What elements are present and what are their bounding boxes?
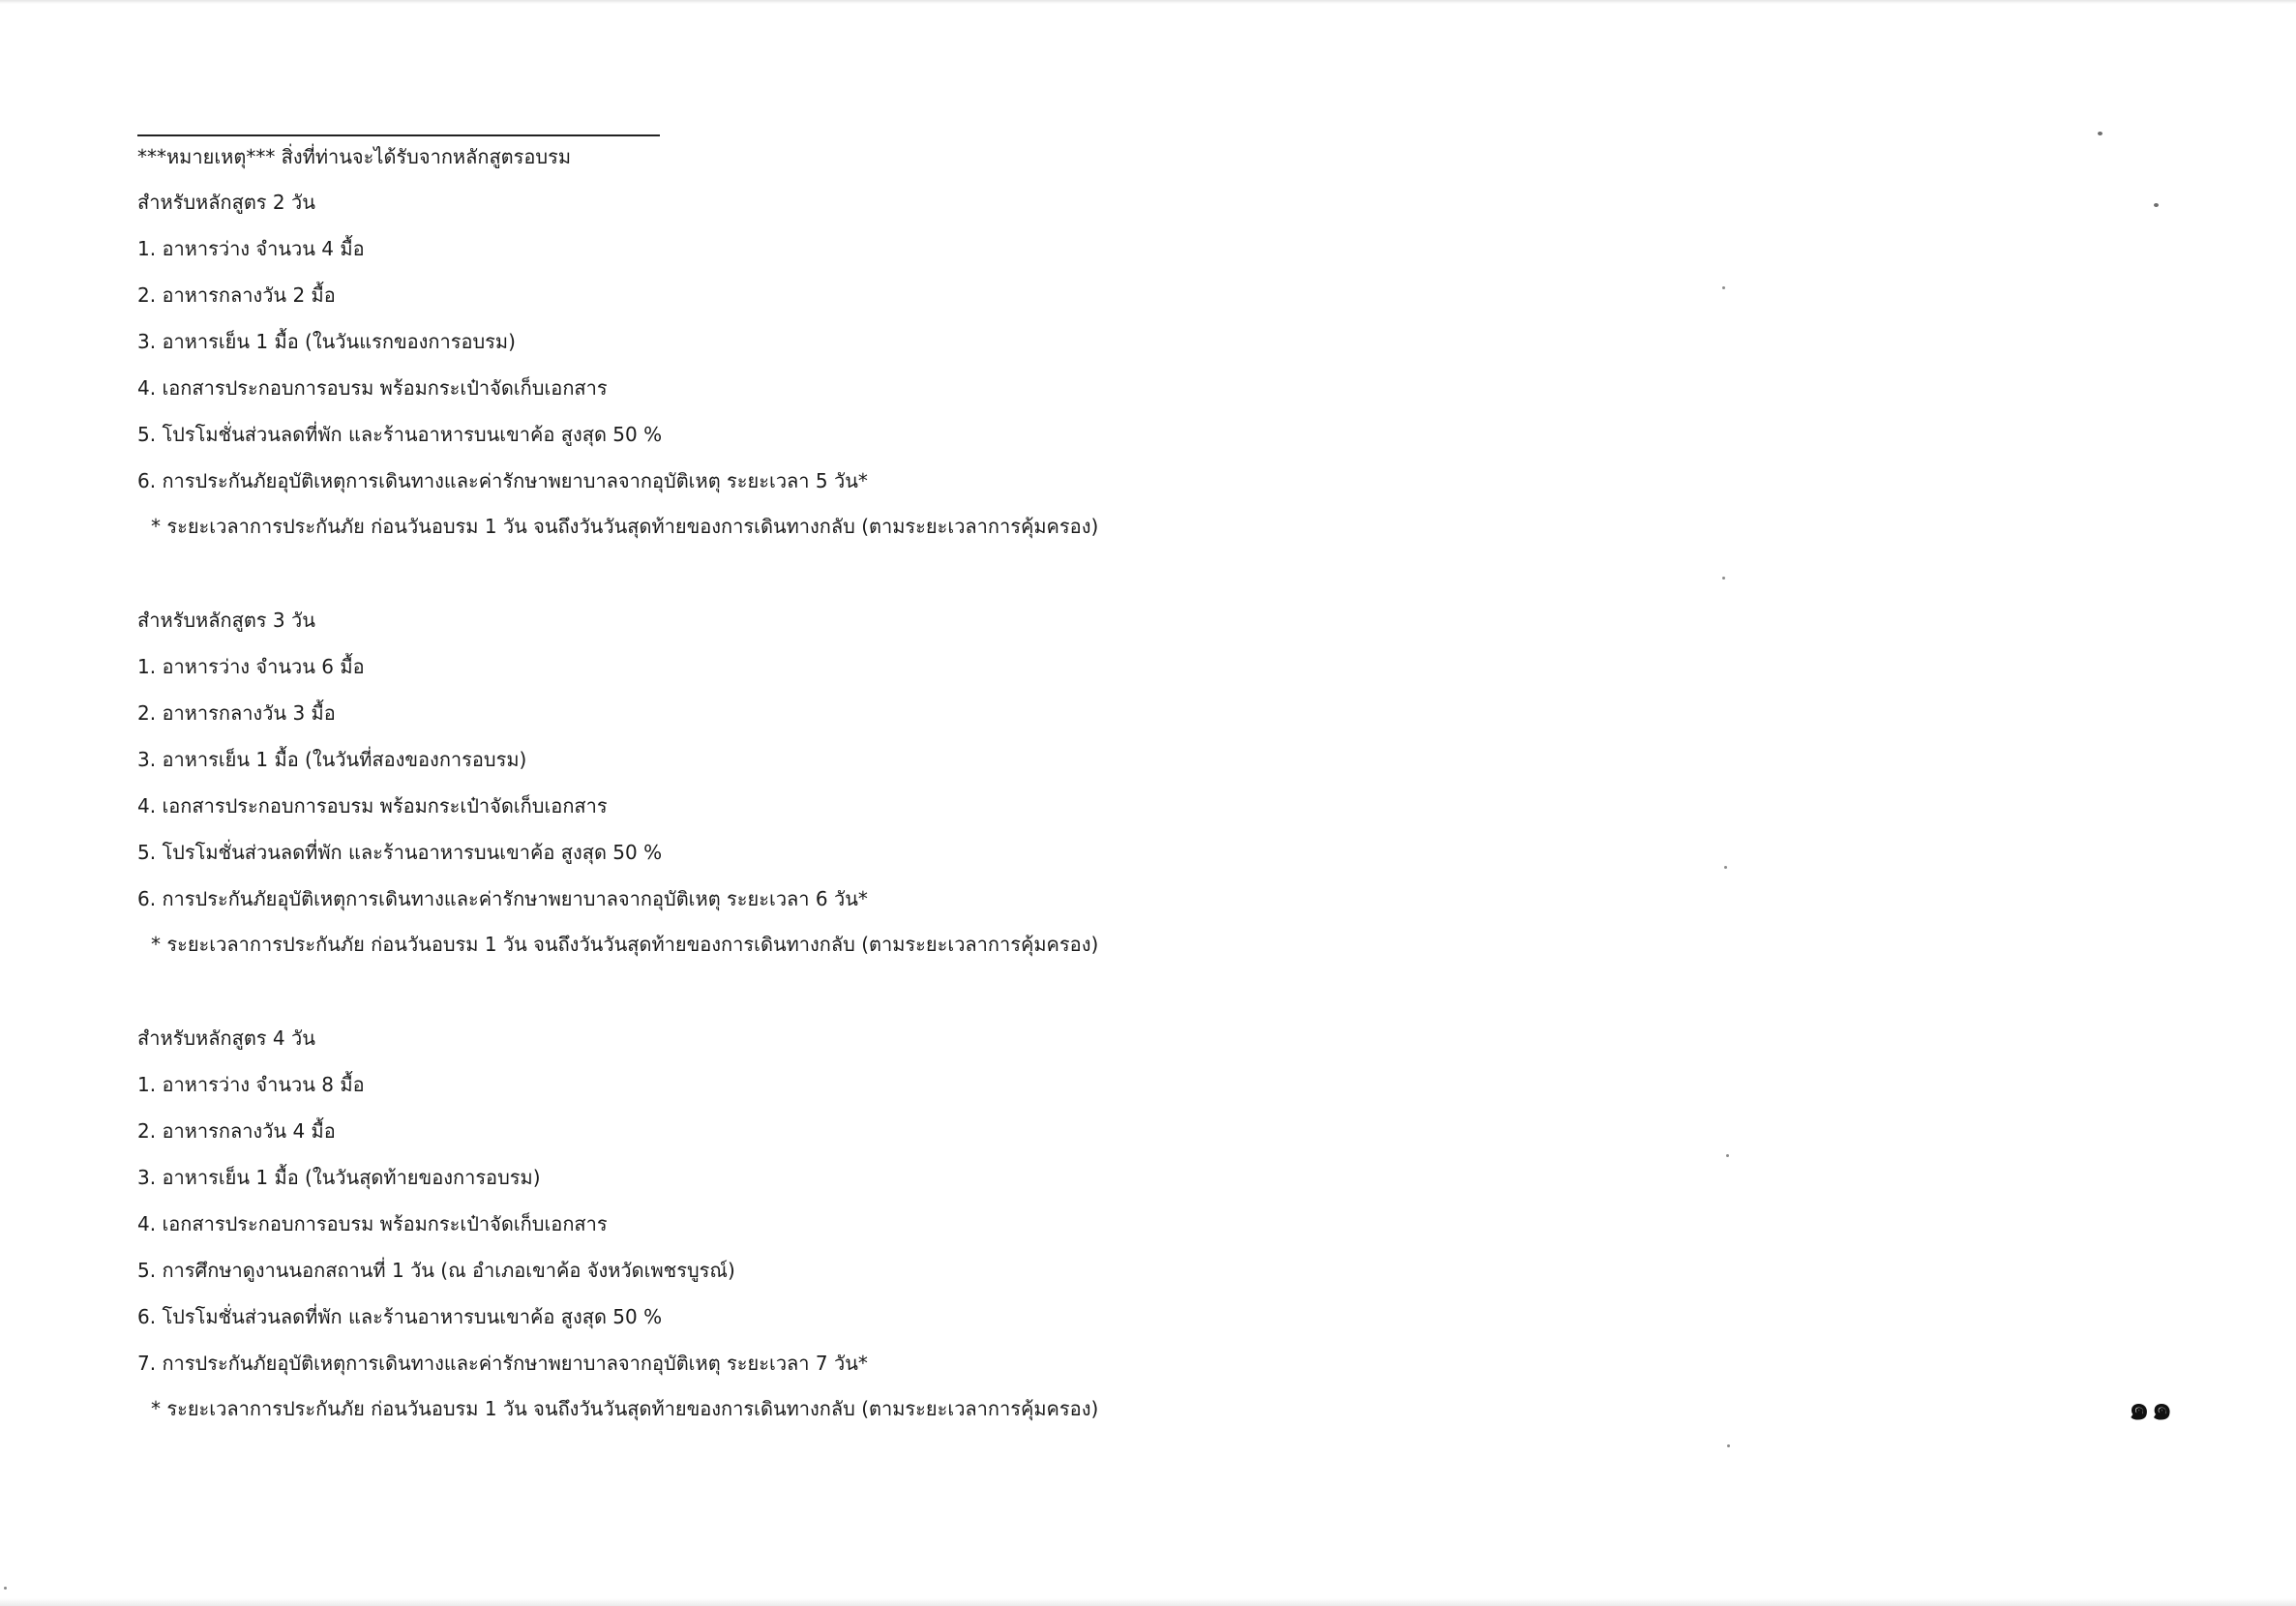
- scan-edge-bottom: [0, 1598, 2296, 1606]
- course-3-item-5: 5. โปรโมชั่นส่วนลดที่พัก และร้านอาหารบนเขาค้อ สูงสุด 50 %: [137, 841, 663, 864]
- scan-speck: [4, 1587, 7, 1590]
- scan-speck: [2098, 132, 2102, 135]
- course-4-item-6: 6. โปรโมชั่นส่วนลดที่พัก และร้านอาหารบนเขาค้อ สูงสุด 50 %: [137, 1305, 663, 1328]
- course-4-item-4: 4. เอกสารประกอบการอบรม พร้อมกระเป๋าจัดเก็บเอกสาร: [137, 1212, 608, 1235]
- page-number: ๑๑: [2129, 1389, 2175, 1428]
- course-2-item-6: 6. การประกันภัยอุบัติเหตุการเดินทางและค่ารักษาพยาบาลจากอุบัติเหตุ ระยะเวลา 5 วัน*: [137, 469, 868, 492]
- note-separator-line: [137, 134, 660, 136]
- scan-speck: [1722, 577, 1725, 580]
- course-4-item-2: 2. อาหารกลางวัน 4 มื้อ: [137, 1119, 336, 1143]
- scan-speck: [1726, 1154, 1729, 1157]
- scan-speck: [1727, 1444, 1730, 1447]
- scan-edge-top: [0, 0, 2296, 4]
- course-2-item-4: 4. เอกสารประกอบการอบรม พร้อมกระเป๋าจัดเก็บเอกสาร: [137, 376, 608, 400]
- course-3-item-3: 3. อาหารเย็น 1 มื้อ (ในวันที่สองของการอบรม): [137, 748, 527, 771]
- note-heading: ***หมายเหตุ*** สิ่งที่ท่านจะได้รับจากหลักสูตรอบรม: [137, 145, 572, 168]
- course-3-title: สำหรับหลักสูตร 3 วัน: [137, 609, 315, 632]
- scan-speck: [1724, 866, 1727, 869]
- course-3-item-2: 2. อาหารกลางวัน 3 มื้อ: [137, 701, 336, 725]
- course-3-item-6: 6. การประกันภัยอุบัติเหตุการเดินทางและค่ารักษาพยาบาลจากอุบัติเหตุ ระยะเวลา 6 วัน*: [137, 887, 868, 910]
- course-2-item-3: 3. อาหารเย็น 1 มื้อ (ในวันแรกของการอบรม): [137, 330, 516, 353]
- course-3-footnote: * ระยะเวลาการประกันภัย ก่อนวันอบรม 1 วัน จนถึงวันวันสุดท้ายของการเดินทางกลับ (ตามระยะเวลาการคุ้มครอง): [151, 933, 1099, 956]
- course-2-footnote: * ระยะเวลาการประกันภัย ก่อนวันอบรม 1 วัน จนถึงวันวันสุดท้ายของการเดินทางกลับ (ตามระยะเวลาการคุ้มครอง): [151, 515, 1099, 538]
- course-4-title: สำหรับหลักสูตร 4 วัน: [137, 1026, 315, 1050]
- course-4-item-5: 5. การศึกษาดูงานนอกสถานที่ 1 วัน (ณ อำเภอเขาค้อ จังหวัดเพชรบูรณ์): [137, 1259, 735, 1282]
- course-2-item-1: 1. อาหารว่าง จำนวน 4 มื้อ: [137, 237, 365, 260]
- course-4-footnote: * ระยะเวลาการประกันภัย ก่อนวันอบรม 1 วัน จนถึงวันวันสุดท้ายของการเดินทางกลับ (ตามระยะเวลาการคุ้มครอง): [151, 1397, 1099, 1420]
- scan-speck: [1722, 286, 1725, 289]
- course-3-item-4: 4. เอกสารประกอบการอบรม พร้อมกระเป๋าจัดเก็บเอกสาร: [137, 794, 608, 818]
- course-3-item-1: 1. อาหารว่าง จำนวน 6 มื้อ: [137, 655, 365, 678]
- course-2-item-5: 5. โปรโมชั่นส่วนลดที่พัก และร้านอาหารบนเขาค้อ สูงสุด 50 %: [137, 423, 663, 446]
- course-4-item-7: 7. การประกันภัยอุบัติเหตุการเดินทางและค่ารักษาพยาบาลจากอุบัติเหตุ ระยะเวลา 7 วัน*: [137, 1352, 868, 1375]
- course-4-item-1: 1. อาหารว่าง จำนวน 8 มื้อ: [137, 1073, 365, 1096]
- scan-speck: [2154, 203, 2159, 207]
- course-4-item-3: 3. อาหารเย็น 1 มื้อ (ในวันสุดท้ายของการอบรม): [137, 1166, 541, 1189]
- course-2-title: สำหรับหลักสูตร 2 วัน: [137, 191, 315, 214]
- course-2-item-2: 2. อาหารกลางวัน 2 มื้อ: [137, 283, 336, 307]
